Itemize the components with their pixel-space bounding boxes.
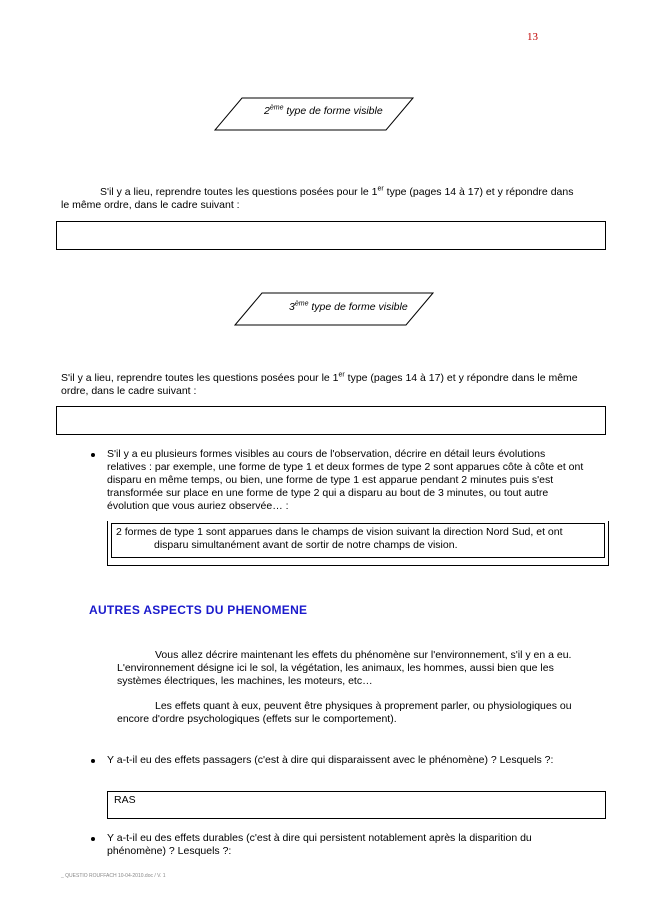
intro-line: L'environnement désigne ici le sol, la végétation, les animaux, les hommes, aussi bien que les xyxy=(117,662,554,674)
intro-line: Vous allez décrire maintenant les effets du phénomène sur l'environnement, s'il y en a eu. xyxy=(155,649,572,661)
section3-title: 3ème type de forme visible xyxy=(289,300,408,313)
evolution-line: transformée sur place en une forme de type 2 qui a disparu au bout de 3 minutes, ou tout autre xyxy=(107,487,549,499)
section2-instruction-line1: S'il y a lieu, reprendre toutes les questions posées pour le 1er type (pages 14 à 17) et y répondre dans xyxy=(100,185,574,198)
section3-answer-box[interactable] xyxy=(56,406,606,435)
section2-answer-box[interactable] xyxy=(56,221,606,250)
question-effets-durables xyxy=(107,832,532,858)
evolution-answer-box[interactable] xyxy=(111,523,605,558)
answer-effets-passagers: RAS xyxy=(114,794,136,806)
section3-instruction-line2: ordre, dans le cadre suivant : xyxy=(61,385,197,397)
section3-instruction-line1: S'il y a lieu, reprendre toutes les questions posées pour le 1er type (pages 14 à 17) et y répondre dans le même xyxy=(61,371,578,384)
question-effets-passagers: Y a-t-il eu des effets passagers (c'est à dire qui disparaissent avec le phénomène) ? Lesquels ?: xyxy=(107,754,554,766)
evolution-answer-line2: disparu simultanément avant de sortir de notre champs de vision. xyxy=(154,539,458,551)
effects-line: encore d'ordre psychologiques (effets sur le comportement). xyxy=(117,713,397,725)
question-effets-durables-line2: phénomène) ? Lesquels ?: xyxy=(107,845,232,857)
footer-filename: _ QUESTIO ROUFFACH 10-04-2010.doc / V. 1 xyxy=(61,873,166,879)
bullet xyxy=(91,837,95,841)
bullet xyxy=(91,759,95,763)
evolution-line: évolution que vous auriez observée… : xyxy=(107,500,289,512)
question-effets-durables-line1: Y a-t-il eu des effets durables (c'est à dire qui persistent notablement après la disparition du xyxy=(107,832,532,844)
answer-effets-passagers-box[interactable] xyxy=(107,791,606,819)
section2-title: 2ème type de forme visible xyxy=(264,104,383,117)
evolution-line: relatives : par exemple, une forme de type 1 et deux formes de type 2 sont apparues côte à côte et ont xyxy=(107,461,584,473)
section2-instruction-line2: le même ordre, dans le cadre suivant : xyxy=(61,199,240,211)
intro-paragraph xyxy=(117,649,571,688)
evolution-line: S'il y a eu plusieurs formes visibles au cours de l'observation, décrire en détail leurs évolutions xyxy=(107,448,546,460)
intro-line: systèmes électriques, les machines, les moteurs, etc… xyxy=(117,675,373,687)
evolution-question xyxy=(107,448,583,513)
evolution-answer-line1: 2 formes de type 1 sont apparues dans le champs de vision suivant la direction Nord Sud, et ont xyxy=(116,526,563,538)
evolution-line: disparu en même temps, ou bien, une forme de type 1 est apparue pendant 2 minutes puis s'est xyxy=(107,474,554,486)
bullet xyxy=(91,453,95,457)
page-number: 13 xyxy=(527,31,538,43)
effects-paragraph xyxy=(117,700,572,726)
section-heading-autres-aspects: AUTRES ASPECTS DU PHENOMENE xyxy=(89,603,308,617)
effects-line: Les effets quant à eux, peuvent être physiques à proprement parler, ou physiologiques ou xyxy=(155,700,572,712)
